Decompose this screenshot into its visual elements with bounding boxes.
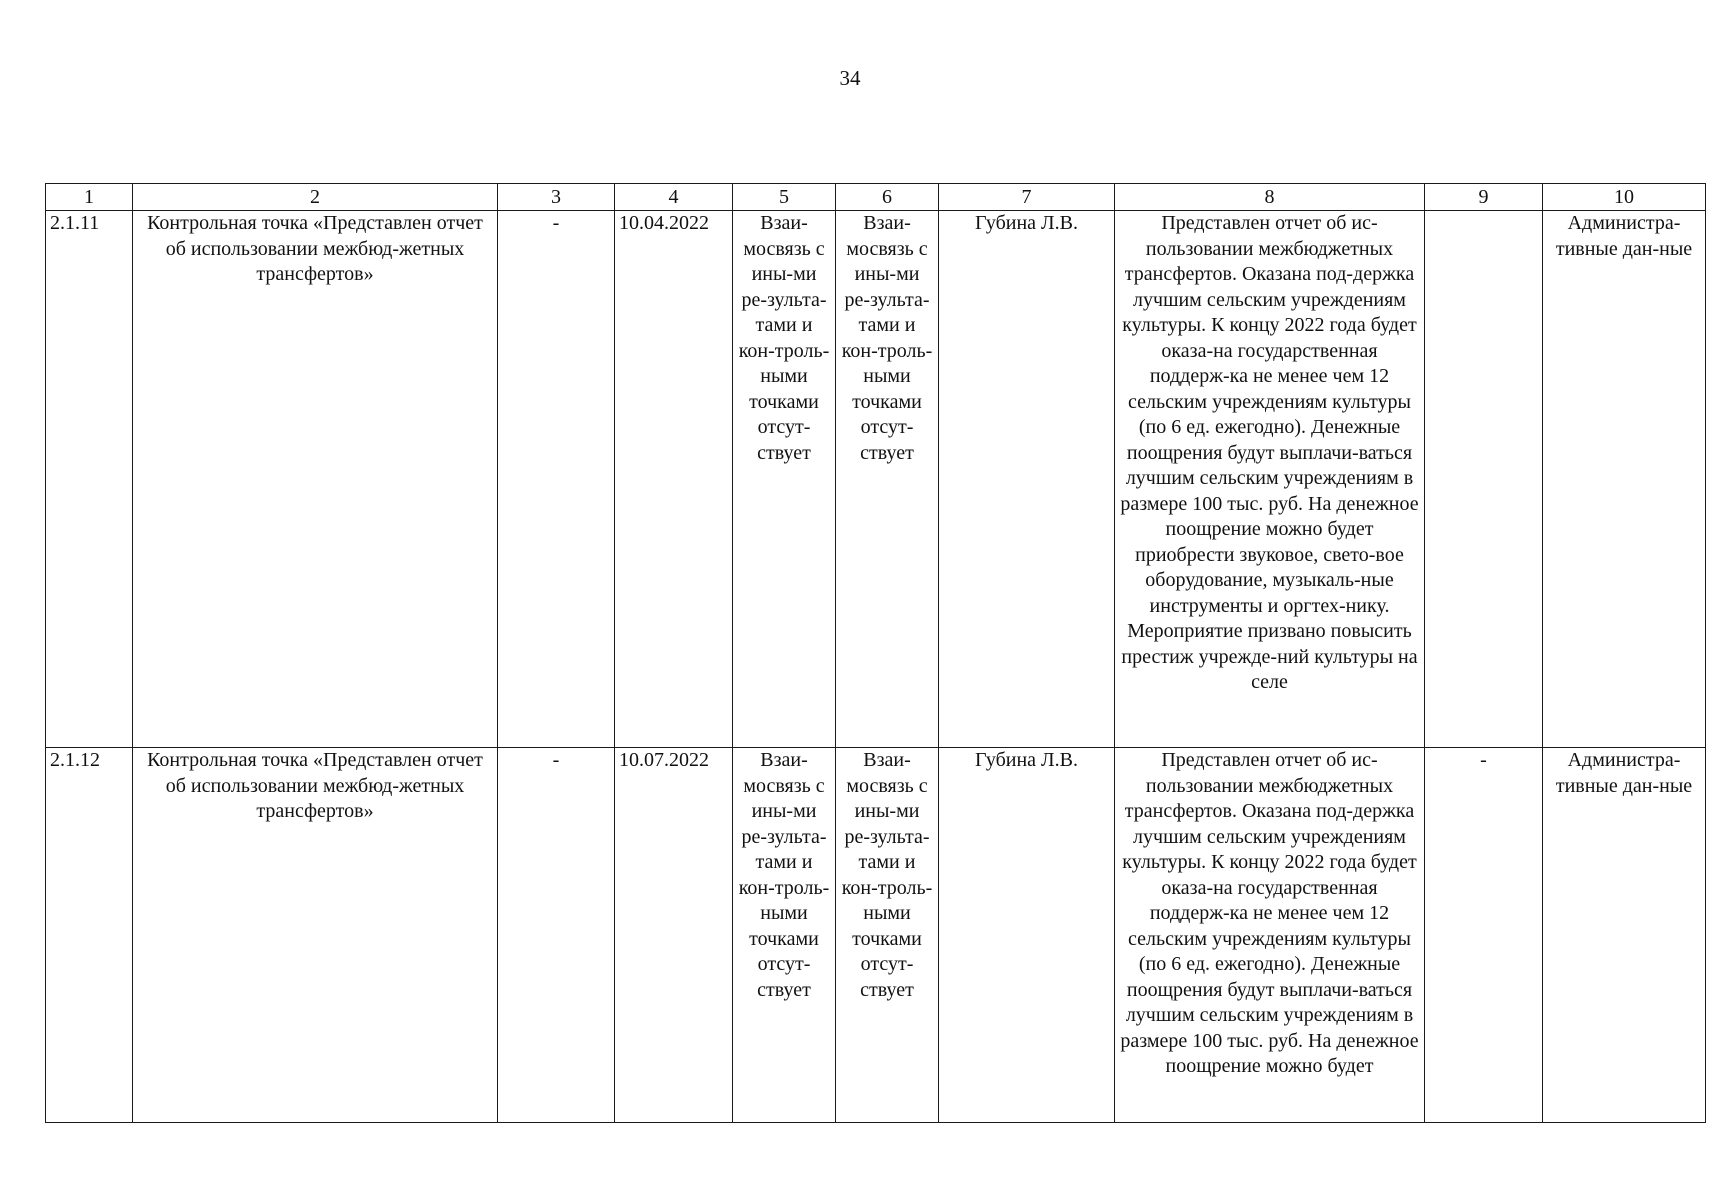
relation-col6: Взаи-мосвязь с ины-ми ре-зульта-тами и кон-троль-ными точками отсут-ствует <box>836 748 939 1123</box>
item-name: Контрольная точка «Представлен отчет об использовании межбюд-жетных трансфертов» <box>133 211 498 748</box>
cell-col9: - <box>1425 748 1543 1123</box>
responsible-person: Губина Л.В. <box>939 211 1115 748</box>
column-header: 7 <box>939 184 1115 211</box>
column-header: 4 <box>615 184 733 211</box>
item-date: 10.04.2022 <box>615 211 733 748</box>
page-number: 34 <box>839 66 861 90</box>
item-number: 2.1.11 <box>46 211 133 748</box>
relation-col5: Взаи-мосвязь с ины-ми ре-зульта-тами и кон-троль-ными точками отсут-ствует <box>733 748 836 1123</box>
item-date: 10.07.2022 <box>615 748 733 1123</box>
column-header: 3 <box>498 184 615 211</box>
item-description: Представлен отчет об ис-пользовании межбюджетных трансфертов. Оказана под-держка лучшим сельским учреждениям культуры. К концу 2022 года будет оказа-на государственная поддерж-ка не менее чем 12 сельским учреждениям культуры (по 6 ед. ежегодно). Денежные поощрения будут выплачи-ваться лучшим сельским учреждениям в размере 100 тыс. руб. На денежное поощрение можно будет приобрести звуковое, свето-вое оборудование, музыкаль-ные инструменты и оргтех-нику. Мероприятие призвано повысить престиж учрежде-ний культуры на селе <box>1115 211 1425 748</box>
header-row <box>46 184 1706 211</box>
table-row <box>46 211 1706 748</box>
column-header: 8 <box>1115 184 1425 211</box>
column-header: 2 <box>133 184 498 211</box>
cell-col3: - <box>498 748 615 1123</box>
responsible-person: Губина Л.В. <box>939 748 1115 1123</box>
control-points-table <box>45 183 1706 1123</box>
data-source: Администра-тивные дан-ные <box>1543 211 1706 748</box>
item-name: Контрольная точка «Представлен отчет об использовании межбюд-жетных трансфертов» <box>133 748 498 1123</box>
cell-col9 <box>1425 211 1543 748</box>
item-number: 2.1.12 <box>46 748 133 1123</box>
cell-col3: - <box>498 211 615 748</box>
relation-col5: Взаи-мосвязь с ины-ми ре-зульта-тами и кон-троль-ными точками отсут-ствует <box>733 211 836 748</box>
column-header: 10 <box>1543 184 1706 211</box>
column-header: 6 <box>836 184 939 211</box>
data-source: Администра-тивные дан-ные <box>1543 748 1706 1123</box>
column-header: 1 <box>46 184 133 211</box>
item-description: Представлен отчет об ис-пользовании межбюджетных трансфертов. Оказана под-держка лучшим сельским учреждениям культуры. К концу 2022 года будет оказа-на государственная поддерж-ка не менее чем 12 сельским учреждениям культуры (по 6 ед. ежегодно). Денежные поощрения будут выплачи-ваться лучшим сельским учреждениям в размере 100 тыс. руб. На денежное поощрение можно будет <box>1115 748 1425 1123</box>
column-header: 5 <box>733 184 836 211</box>
relation-col6: Взаи-мосвязь с ины-ми ре-зульта-тами и кон-троль-ными точками отсут-ствует <box>836 211 939 748</box>
table-row <box>46 748 1706 1123</box>
column-header: 9 <box>1425 184 1543 211</box>
